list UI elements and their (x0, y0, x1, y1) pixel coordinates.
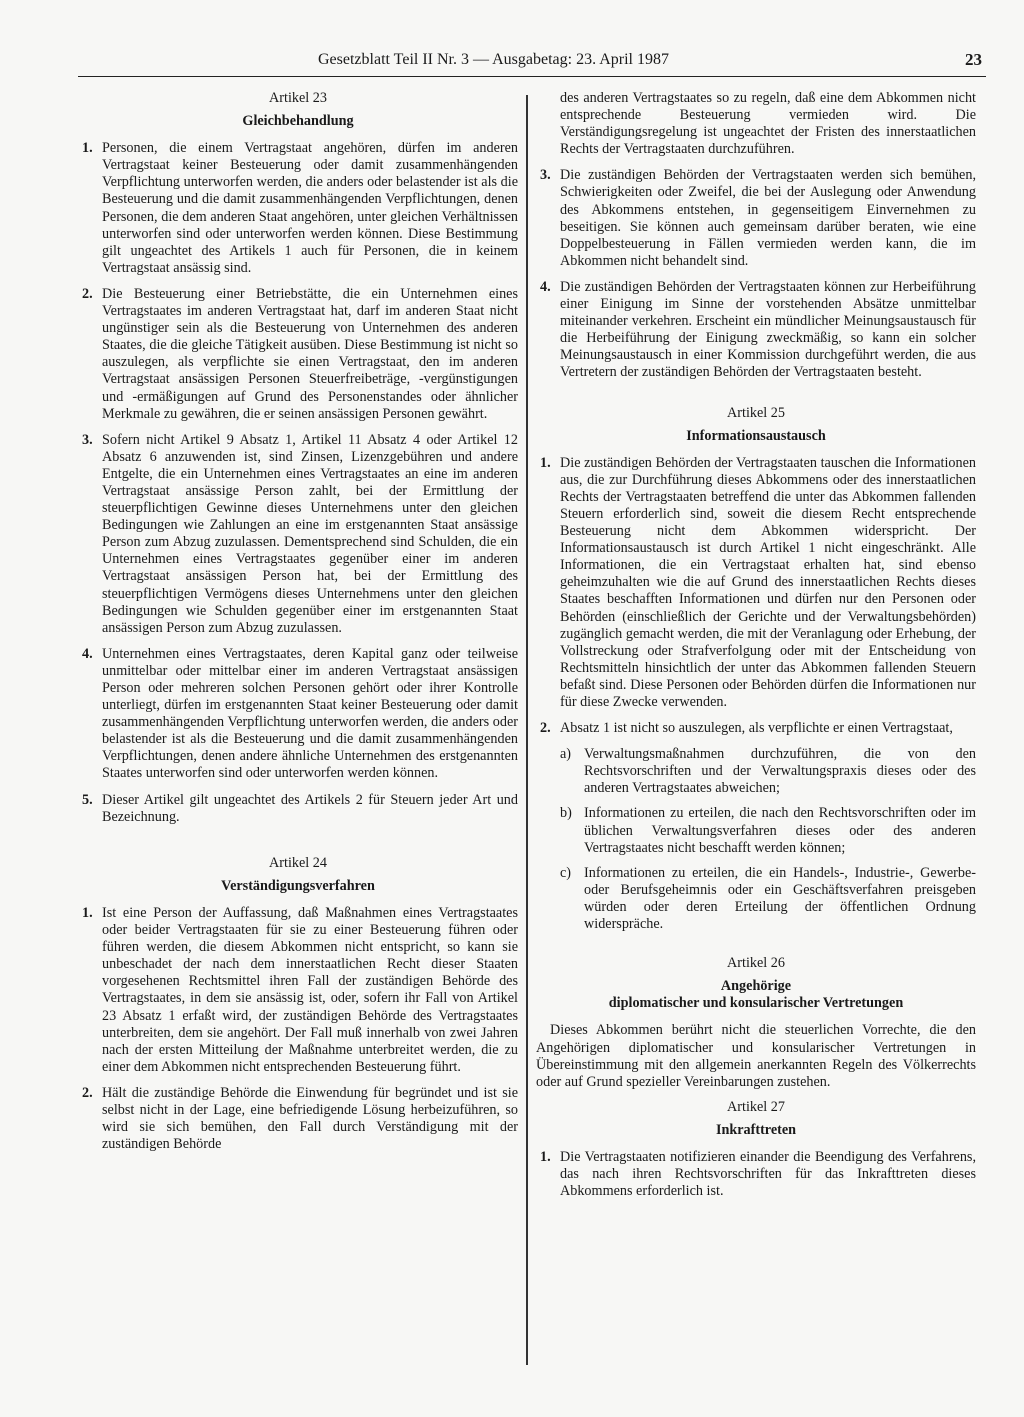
article-24-item-1 (78, 905, 518, 1076)
item-number: 2. (540, 720, 551, 737)
item-number: 2. (82, 1084, 93, 1101)
article-27-subtitle: Inkrafttreten (715, 1121, 797, 1138)
item-text: Sofern nicht Artikel 9 Absatz 1, Artikel 11 Absatz 4 oder Artikel 12 Absatz 6 anzuwenden ist, sind Zinsen, Lizenzgebühren und andere Entgelte, die ein Unternehmen eines Vertragstaates an eine im anderen Vertragstaat ansässige Person zahlt, bei der Ermittlung der steuerpflichtigen Gewinne dieses Unternehmens unter den gleichen Bedingungen wie Zahlungen an eine im erstgenannten Staat ansässige Person zum Abzug zuzulassen. Dementsprechend sind Schulden, die ein Unternehmen eines Vertragstaates gegenüber einer im anderen Vertragstaat ansässigen Person hat, bei der Ermittlung des steuerpflichtigen Vermögens dieses Unternehmens unter den gleichen Bedingungen wie Schulden gegenüber einer im erstgenannten Staat ansässigen Person zum Abzug zuzulassen. (102, 431, 518, 636)
subitem-text: Informationen zu erteilen, die nach den Rechtsvorschriften oder im üblichen Verwaltungsverfahren dieses oder des anderen Vertragstaates nicht beschafft werden können; (584, 805, 976, 856)
article-25-subitem-b (536, 805, 976, 856)
article-26-text: Dieses Abkommen berührt nicht die steuerlichen Vorrechte, die den Angehörigen diplomatischer und konsularischer Vertretungen in Übereinstimmung mit den allgemein anerkannten Regeln des Völkerrechts oder auf Grund spezieller Vereinbarungen zustehen. (536, 1022, 976, 1090)
article-26-subtitle-line-2: diplomatischer und konsularischer Vertretungen (608, 995, 904, 1012)
article-27-title: Artikel 27 (727, 1098, 785, 1115)
article-23-item-4 (78, 646, 518, 783)
article-23-subtitle: Gleichbehandlung (242, 113, 354, 130)
item-number: 3. (540, 167, 551, 184)
article-26-title: Artikel 26 (727, 955, 785, 972)
article-25-subitem-a (536, 746, 976, 797)
article-24-item-2-continuation (536, 90, 976, 158)
page-header (78, 50, 986, 77)
item-text: Die zuständigen Behörden der Vertragstaaten können zur Herbeiführung einer Einigung im Sinne der vorstehenden Absätze unmittelbar miteinander verkehren. Erscheint ein mündlicher Meinungsaustausch für die Herbeiführung der Einigung zweckmäßig, so kann ein solcher Meinungsaustausch in einer Kommission durchgeführt werden, die aus Vertretern der zuständigen Behörden der Vertragstaaten besteht. (560, 278, 976, 381)
article-24-item-4 (536, 279, 976, 382)
article-24-item-3 (536, 167, 976, 270)
item-number: 2. (82, 285, 93, 302)
spacer (536, 941, 976, 955)
item-text: Hält die zuständige Behörde die Einwendung für begründet und ist sie selbst nicht in der Lage, eine befriedigende Lösung herbeizuführen, so wird sie sich bemühen, den Fall durch Verständigung mit der zuständigen Behörde (102, 1084, 518, 1153)
article-25-item-2 (536, 720, 976, 737)
item-text: Unternehmen eines Vertragstaates, deren Kapital ganz oder teilweise unmittelbar oder mittelbar einer im anderen Vertragstaat ansässigen Person oder mehreren solchen Personen gehört oder ihrer Kontrolle unterliegt, dürfen im erstgenannten Staat keiner Besteuerung oder damit zusammenhängenden Verpflichtung unterworfen werden, die anders oder belastender ist als die Besteuerung und die damit zusammenhängenden Verpflichtungen, denen andere ähnliche Unternehmen des erstgenannten Staates unterworfen sind oder unterworfen werden können. (102, 645, 518, 782)
item-number: 1. (82, 904, 93, 921)
article-24-item-2 (78, 1085, 518, 1153)
item-number: 4. (540, 278, 551, 295)
item-number: 1. (540, 454, 551, 471)
article-23-item-3 (78, 432, 518, 637)
item-text: Die Vertragstaaten notifizieren einander die Beendigung des Verfahrens, das nach ihren Rechtsvorschriften für das Inkrafttreten dieses Abkommens erforderlich ist. (560, 1148, 976, 1200)
item-text: Dieser Artikel gilt ungeachtet des Artikels 2 für Steuern jeder Art und Bezeichnung. (102, 791, 518, 825)
article-24-title: Artikel 24 (269, 854, 327, 871)
subitem-text: Informationen zu erteilen, die ein Handels-, Industrie-, Gewerbe- oder Berufsgeheimnis oder ein Geschäftsverfahren preisgeben würden oder deren Erteilung der öffentlichen Ordnung widerspräche. (584, 864, 976, 933)
article-25-item-1 (536, 455, 976, 711)
article-25-title: Artikel 25 (727, 404, 785, 421)
header-text: Gesetzblatt Teil II Nr. 3 — Ausgabetag: 23. April 1987 (318, 51, 669, 68)
item-text: Die zuständigen Behörden der Vertragstaaten tauschen die Informationen aus, die zur Durchführung dieses Abkommens oder des innerstaatlichen Rechts der Vertragstaaten betreffend die unter das Abkommen fallenden Steuern erforderlich sind, soweit die diesem Recht entsprechende Besteuerung nicht dem Abkommen widerspricht. Der Informationsaustausch ist durch Artikel 1 nicht eingeschränkt. Alle Informationen, die ein Vertragstaat erhalten hat, sind ebenso geheimzuhalten wie die auf Grund des innerstaatlichen Rechts dieses Staates beschafften Informationen und dürfen nur den Personen oder Behörden (einschließlich der Gerichte und der Verwaltungsbehörden) zugänglich gemacht werden, die mit der Veranlagung oder Erhebung, der Vollstreckung oder Strafverfolgung oder mit der Entscheidung von Rechtsmitteln hinsichtlich der unter das Abkommen fallenden Steuern befaßt sind. Diese Personen oder Behörden dürfen die Informationen nur für diese Zwecke verwenden. (560, 454, 976, 710)
page-number: 23 (965, 50, 982, 69)
subitem-text: Verwaltungsmaßnahmen durchzuführen, die von den Rechtsvorschriften und der Verwaltungspraxis dieses oder des anderen Vertragstaates abweichen; (584, 746, 976, 797)
article-23-item-2 (78, 286, 518, 423)
article-24-subtitle: Verständigungsverfahren (221, 877, 375, 894)
item-number: 1. (540, 1148, 551, 1165)
item-number: 3. (82, 431, 93, 448)
left-column (78, 90, 518, 1162)
article-27-item-1 (536, 1149, 976, 1200)
spacer (536, 391, 976, 405)
item-text: des anderen Vertragstaates so zu regeln, daß eine dem Abkommen nicht entsprechende Besteuerung vermieden wird. Die Verständigungsregelung ist ungeachtet der Fristen des innerstaatlichen Rechts der Vertragstaaten durchzuführen. (560, 90, 976, 158)
subitem-letter: c) (560, 864, 572, 881)
item-text: Die Besteuerung einer Betriebstätte, die ein Unternehmen eines Vertragstaates im anderen Vertragstaat hat, darf im anderen Staat nicht ungünstiger sein als die Besteuerung von Unternehmen des anderen Staates, die die gleiche Tätigkeit ausüben. Diese Bestimmung ist nicht so auszulegen, als verpflichte sie einen Vertragstaat, den im anderen Vertragstaat ansässigen Personen Steuerfreibeträge, -vergünstigungen und -ermäßigungen auf Grund des Personenstandes oder ähnlicher Merkmale zu gewähren, die er seinen ansässigen Personen gewährt. (102, 285, 518, 422)
article-25-subitem-c (536, 865, 976, 933)
article-23-item-1 (78, 140, 518, 277)
spacer (78, 835, 518, 855)
article-23-item-5 (78, 792, 518, 826)
item-text: Personen, die einem Vertragstaat angehören, dürfen im anderen Vertragstaat keiner Besteuerung oder damit zusammenhängenden Verpflichtung unterworfen werden, die anders oder belastender ist als die Besteuerung und die damit zusammenhängenden Verpflichtungen, denen Personen, die dem anderen Staat angehören, unter gleichen Verhältnissen unterworfen sind oder unterworfen werden können. Diese Bestimmung gilt ungeachtet des Artikels 1 auch für Personen, die in keinem Vertragstaat ansässig sind. (102, 140, 518, 276)
item-text: Absatz 1 ist nicht so auszulegen, als verpflichte er einen Vertragstaat, (560, 720, 953, 737)
right-column (536, 90, 976, 1209)
article-25-subtitle: Informationsaustausch (686, 427, 826, 444)
item-number: 4. (82, 645, 93, 662)
item-number: 1. (82, 140, 93, 157)
article-26-subtitle-line-1: Angehörige (720, 978, 792, 995)
item-text: Die zuständigen Behörden der Vertragstaaten werden sich bemühen, Schwierigkeiten oder Zweifel, die bei der Auslegung oder Anwendung des Abkommens entstehen, in gegenseitigem Einvernehmen zu beseitigen. Sie können auch gemeinsam darüber beraten, wie eine Doppelbesteuerung in Fällen vermieden werden kann, die im Abkommen nicht behandelt sind. (560, 167, 976, 269)
column-divider (526, 95, 528, 1365)
subitem-letter: b) (560, 805, 572, 822)
article-23-title: Artikel 23 (269, 90, 327, 106)
item-text: Ist eine Person der Auffassung, daß Maßnahmen eines Vertragstaates oder beider Vertragstaaten für sie zu einer Besteuerung führen oder führen werden, die diesem Abkommen nicht entspricht, so kann sie unbeschadet der nach dem innerstaatlichen Recht dieser Staaten vorgesehenen Rechtsmittel ihren Fall der zuständigen Behörde des Vertragstaates, in dem sie ansässig ist, oder, sofern ihr Fall von Artikel 23 Absatz 1 erfaßt wird, der zuständigen Behörde des Vertragstaates unterbreiten, dem sie angehört. Der Fall muß innerhalb von zwei Jahren nach der ersten Mitteilung der Maßnahme unterbreitet werden, die zu einer dem Abkommen nicht entsprechenden Besteuerung führt. (102, 904, 518, 1075)
subitem-letter: a) (560, 746, 572, 763)
item-number: 5. (82, 791, 93, 808)
